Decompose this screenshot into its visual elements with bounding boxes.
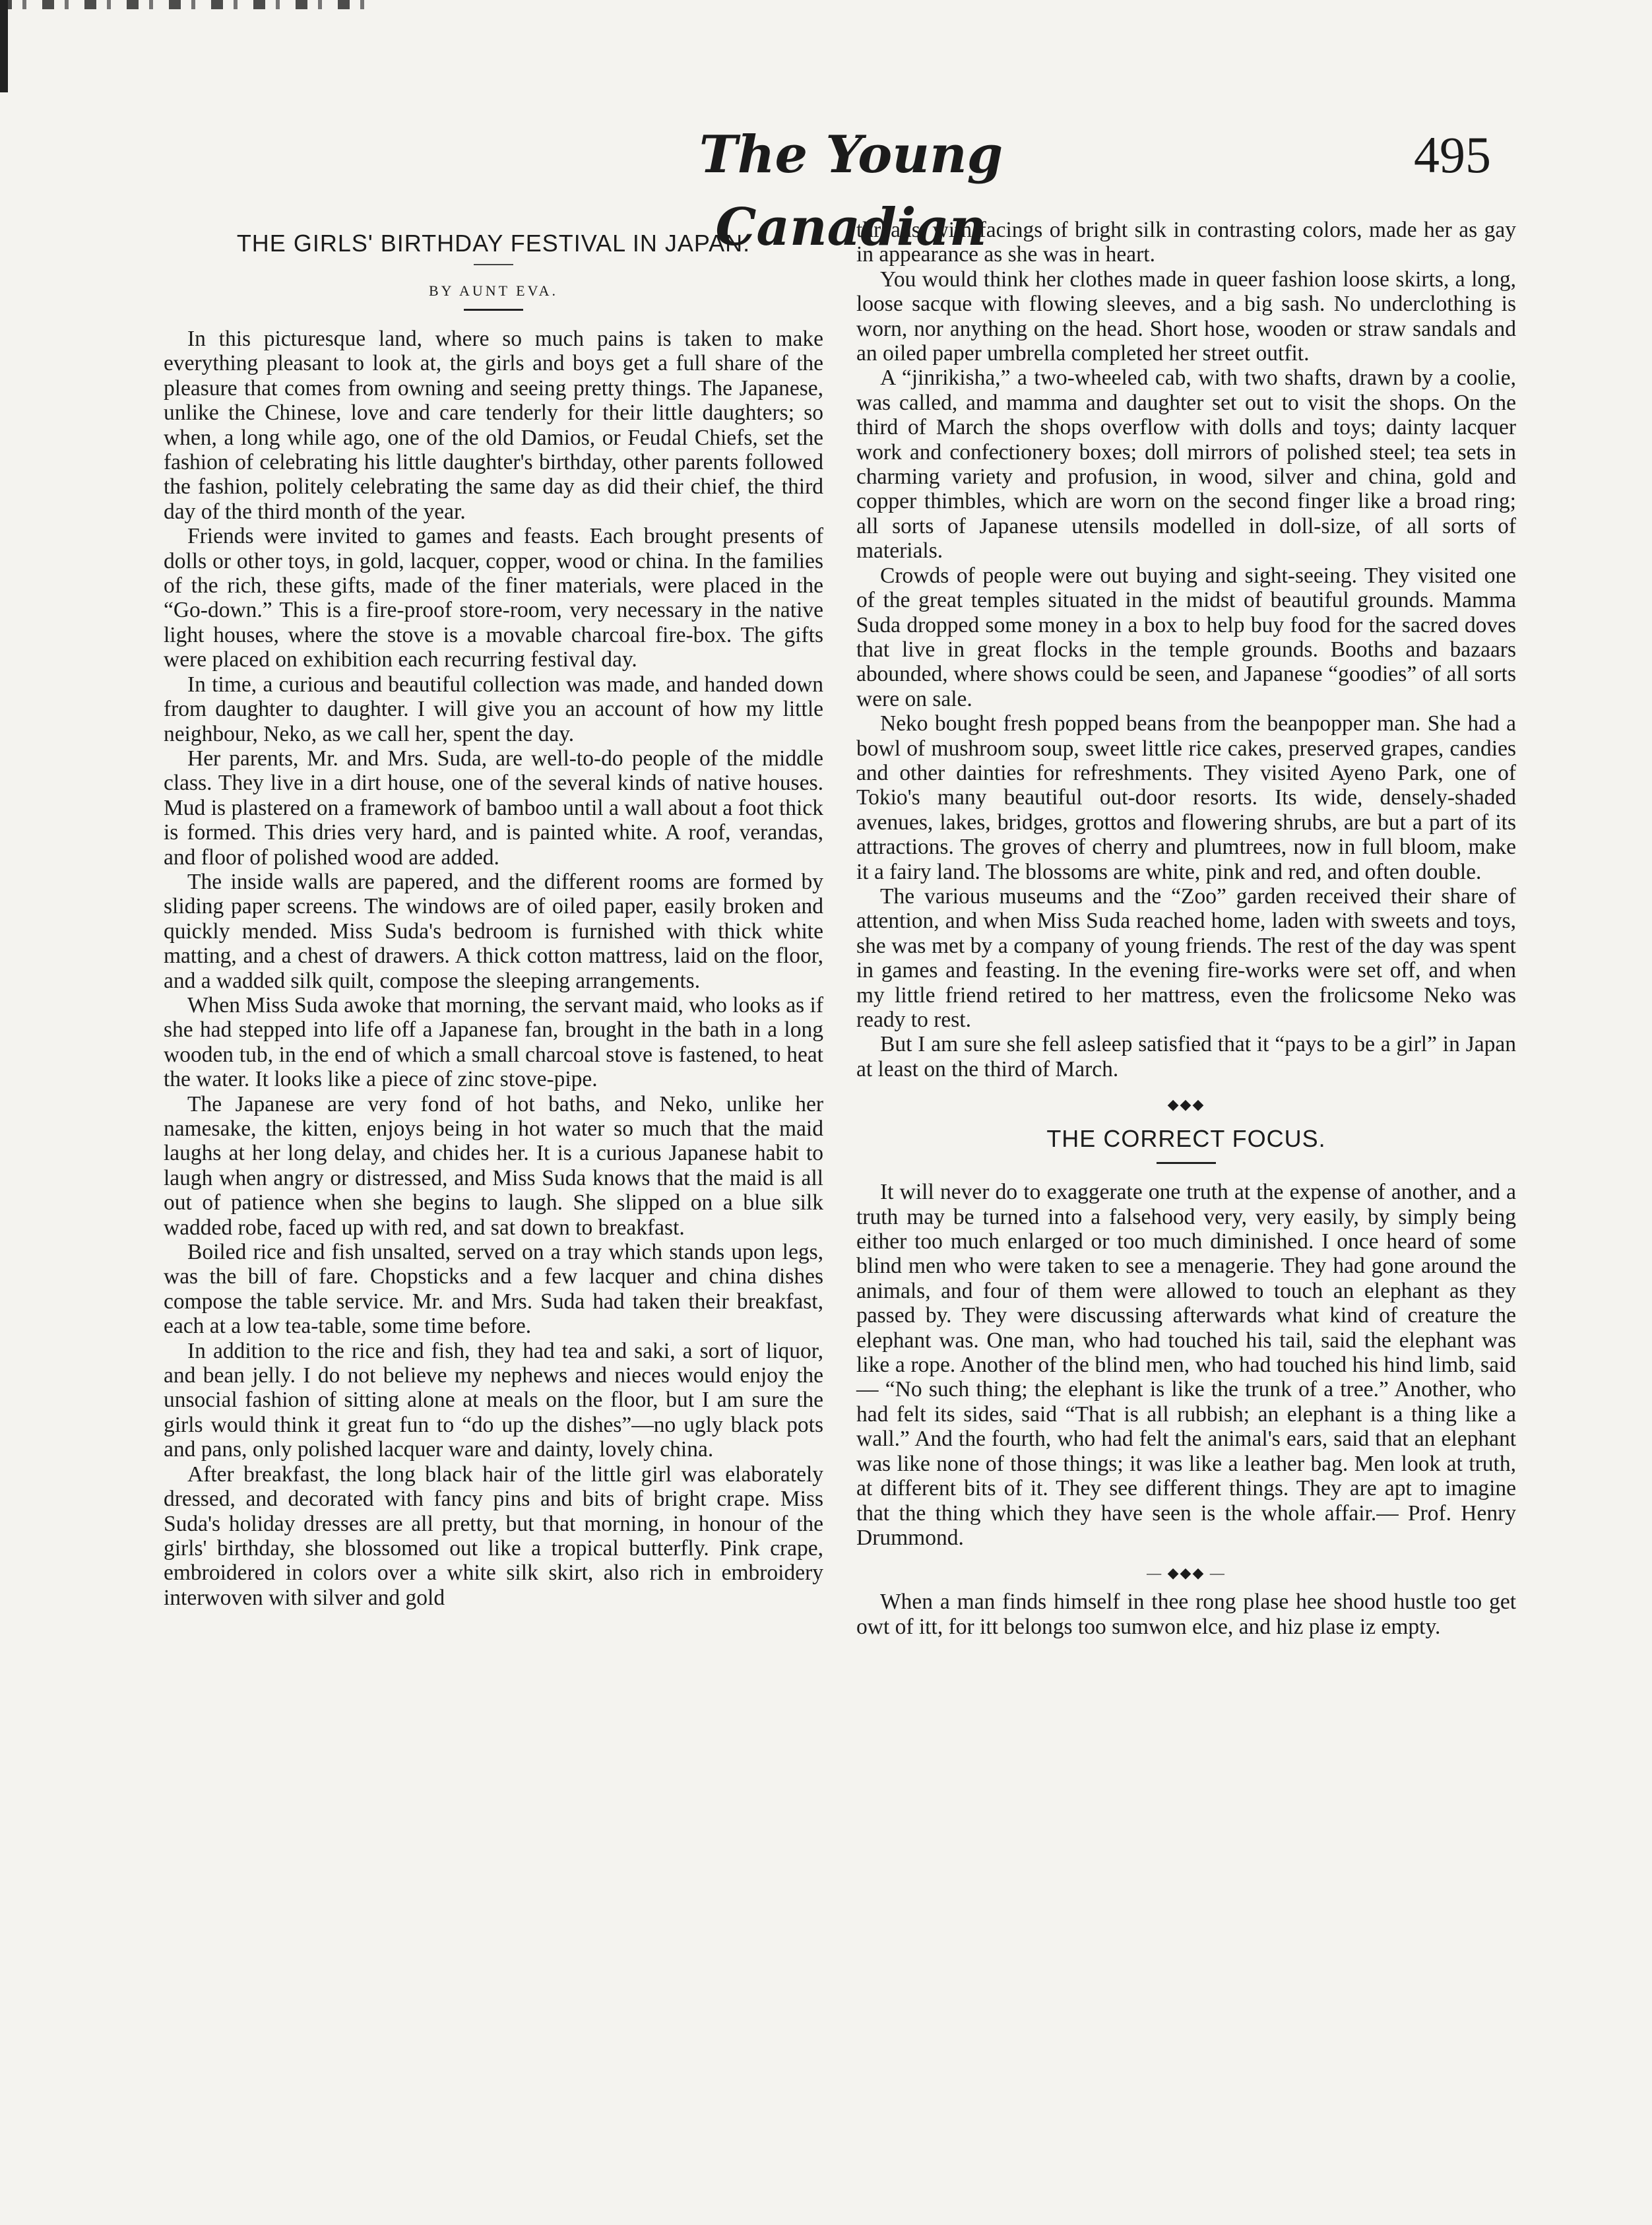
paragraph: After breakfast, the long black hair of the little girl was elaborately dressed, and decorated with fancy pins and bits of bright crape. Miss Suda's holiday dresses are all pretty, but that morning, in honour of the girls' birthday, she blossomed out like a tropical butterfly. Pink crape, embroidered in colors over a white silk skirt, also rich in embroidery interwoven with silver and gold (164, 1462, 823, 1610)
paragraph: In addition to the rice and fish, they had tea and saki, a sort of liquor, and bean jelly. I do not believe my nephews and nieces would enjoy the unsocial fashion of sitting alone at meals on the floor, but I am sure the girls would think it great fun to “do up the dishes”—no ugly black pots and pans, only polished lacquer ware and dainty, lovely china. (164, 1338, 823, 1462)
title-rule (474, 264, 513, 265)
paragraph: In this picturesque land, where so much pains is taken to make everything pleasant to look at, the girls and boys get a full share of the pleasure that comes from owning and seeing pretty things. The Japanese, unlike the Chinese, love and care tenderly for their little daughters; so when, a long while ago, one of the old Damios, or Feudal Chiefs, set the fashion of celebrating his little daughter's birthday, other parents followed the fashion, politely celebrating the same day as did their chief, the third day of the third month of the year. (164, 327, 823, 524)
article-title: THE CORRECT FOCUS. (1046, 1125, 1326, 1153)
paragraph: threads, with facings of bright silk in contrasting colors, made her as gay in appearance as she was in heart. (856, 218, 1516, 267)
paragraph: A “jinrikisha,” a two-wheeled cab, with two shafts, drawn by a coolie, was called, and mamma and daughter set out to visit the shops. On the third of March the shops overflow with dolls and toys; dainty lacquer work and confectionery boxes; doll mirrors of polished steel; tea sets in charming variety and profusion, in wood, silver and china, gold and copper thimbles, which are worn on the second finger like a broad ring; all sorts of Japanese utensils modelled in doll-size, of all sorts of materials. (856, 366, 1516, 564)
masthead: The Young Canadian (699, 125, 1003, 257)
paragraph: In time, a curious and beautiful collection was made, and handed down from daughter to daughter. I will give you an account of how my little neighbour, Neko, as we call her, spent the day. (164, 672, 823, 746)
article-title: THE GIRLS' BIRTHDAY FESTIVAL IN JAPAN. (236, 230, 751, 257)
paragraph: When Miss Suda awoke that morning, the servant maid, who looks as if she had stepped into life off a Japanese fan, brought in the bath in a long wooden tub, in the end of which a small charcoal stove is fastened, to heat the water. It looks like a piece of zinc stove-pipe. (164, 992, 823, 1092)
paragraph: The inside walls are papered, and the different rooms are formed by sliding paper screens. The windows are of oiled paper, easily broken and quickly mended. Miss Suda's bedroom is furnished with thick white matting, and a chest of drawers. A thick cotton mattress, laid on the floor, and a wadded silk quilt, compose the sleeping arrangements. (164, 869, 823, 993)
paragraph: The various museums and the “Zoo” garden received their share of attention, and when Miss Suda reached home, laden with sweets and toys, she was met by a company of young friends. The rest of the day was spent in games and feasting. In the evening fire-works were set off, and when my little friend retired to her mattress, even the frolicsome Neko was ready to rest. (856, 884, 1516, 1032)
right-column (856, 218, 1516, 1639)
page-number: 495 (1414, 126, 1491, 183)
paragraph: It will never do to exaggerate one truth at the expense of another, and a truth may be turned into a falsehood very, very easily, by simply being either too much enlarged or too much diminished. I once heard of some blind men who were taken to see a menagerie. They had gone around the animals, and four of them were allowed to touch an elephant as they passed by. They were discussing afterwards what kind of creature the elephant was. One man, who had touched his tail, said the elephant was like a rope. Another of the blind men, who had touched his hind limb, said— “No such thing; the elephant is like the trunk of a tree.” Another, who had felt its sides, said “That is all rubbish; an elephant is a thing like a wall.” And the fourth, who had felt the animal's ears, said that an elephant was like none of those things; it was like a leather bag. Men look at truth, at different bits of it. They see different things. They are apt to imagine that the thing which they have seen is the whole affair.— Prof. Henry Drummond. (856, 1180, 1516, 1550)
scan-noise-top (0, 0, 369, 9)
filler-paragraph: When a man finds himself in thee rong plase hee shood hustle too get owt of itt, for itt belongs too sumwon elce, and hiz plase iz empty. (856, 1590, 1516, 1639)
paragraph: But I am sure she fell asleep satisfied that it “pays to be a girl” in Japan at least on the third of March. (856, 1032, 1516, 1081)
byline-rule (464, 309, 523, 311)
paragraph: You would think her clothes made in queer fashion loose skirts, a long, loose sacque with flowing sleeves, and a big sash. No underclothing is worn, nor anything on the head. Short hose, wooden or straw sandals and an oiled paper umbrella completed her street outfit. (856, 267, 1516, 366)
section-ornament: ◆◆◆ (1167, 1096, 1205, 1113)
title-rule (1157, 1162, 1216, 1164)
paragraph: Her parents, Mr. and Mrs. Suda, are well-to-do people of the middle class. They live in a dirt house, one of the several kinds of native houses. Mud is plastered on a framework of bamboo until a wall about a foot thick is formed. This dries very hard, and is painted white. A roof, verandas, and floor of polished wood are added. (164, 746, 823, 870)
paragraph: Crowds of people were out buying and sight-seeing. They visited one of the great temples situated in the midst of beautiful grounds. Mamma Suda dropped some money in a box to help buy food for the sacred doves that live in great flocks in the temple grounds. Booths and bazaars abounded, where shows could be seen, and Japanese “goodies” of all sorts were on sale. (856, 563, 1516, 711)
section-ornament: — ◆◆◆ — (1147, 1564, 1226, 1582)
left-column (164, 218, 823, 1610)
byline: BY AUNT EVA. (428, 282, 559, 299)
paragraph: Friends were invited to games and feasts. Each brought presents of dolls or other toys, in gold, lacquer, copper, wood or china. In the families of the rich, these gifts, made of the finer materials, were placed in the “Go-down.” This is a fire-proof store-room, very necessary in the native light houses, where the stove is a movable charcoal fire-box. The gifts were placed on exhibition each recurring festival day. (164, 524, 823, 672)
paragraph: Boiled rice and fish unsalted, served on a tray which stands upon legs, was the bill of fare. Chopsticks and a few lacquer and china dishes compose the table service. Mr. and Mrs. Suda had taken their breakfast, each at a low tea-table, some time before. (164, 1240, 823, 1339)
paragraph: The Japanese are very fond of hot baths, and Neko, unlike her namesake, the kitten, enjoys being in hot water so much that the maid laughs at her long delay, and chides her. It is a curious Japanese habit to laugh when angry or distressed, and Miss Suda knows that the maid is all out of patience when she begins to laugh. She slipped on a blue silk wadded robe, faced up with red, and sat down to breakfast. (164, 1091, 823, 1240)
scan-edge-left (0, 0, 8, 92)
paragraph: Neko bought fresh popped beans from the beanpopper man. She had a bowl of mushroom soup, sweet little rice cakes, preserved grapes, candies and other dainties for refreshments. They visited Ayeno Park, one of Tokio's many beautiful out-door resorts. Its wide, densely-shaded avenues, lakes, bridges, grottos and flowering shrubs, are but a part of its attractions. The groves of cherry and plumtrees, now in full bloom, make it a fairy land. The blossoms are white, pink and red, and often double. (856, 711, 1516, 884)
